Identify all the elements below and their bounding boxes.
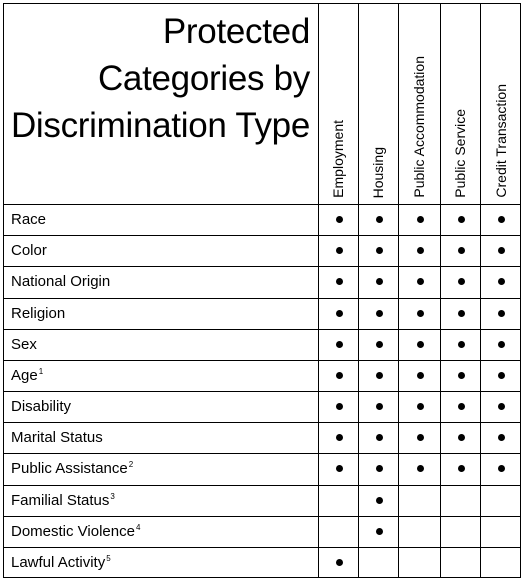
mark-dot (376, 465, 383, 472)
row-label-text: Lawful Activity (11, 553, 106, 571)
mark-dot (336, 403, 343, 410)
mark-dot (498, 341, 505, 348)
mark-dot (336, 434, 343, 441)
mark-dot (376, 341, 383, 348)
mark-dot (417, 278, 424, 285)
mark-dot (498, 310, 505, 317)
column-header-label: Credit Transaction (492, 84, 509, 198)
mark-dot (376, 310, 383, 317)
row-label (11, 360, 43, 391)
row-label (11, 485, 115, 516)
mark-dot (376, 216, 383, 223)
mark-dot (376, 247, 383, 254)
row-label (11, 516, 140, 547)
column-header (398, 8, 440, 198)
mark-dot (376, 278, 383, 285)
row-label-text: Public Assistance (11, 460, 128, 478)
row-label (11, 266, 110, 297)
mark-dot (336, 278, 343, 285)
mark-dot (458, 341, 465, 348)
row-label (11, 391, 71, 422)
row-label (11, 422, 103, 453)
title-line: Categories by (97, 59, 310, 98)
row-label-text: Color (11, 242, 47, 260)
row-label-text: Race (11, 211, 47, 228)
row-label-text: National Origin (11, 273, 111, 291)
column-header (318, 8, 358, 198)
row-label (11, 547, 111, 578)
column-header-label: Housing (370, 146, 386, 198)
footnote-marker: 1 (38, 366, 44, 376)
mark-dot (417, 465, 424, 472)
footnote-marker: 2 (128, 460, 134, 470)
row-label-text: Sex (11, 335, 37, 353)
mark-dot (376, 497, 383, 504)
row-label-text: Religion (11, 304, 66, 322)
row-label (11, 329, 37, 360)
column-header (440, 8, 480, 198)
mark-dot (336, 247, 343, 254)
mark-dot (417, 247, 424, 254)
title-line: Protected (162, 12, 310, 51)
mark-dot (417, 216, 424, 223)
mark-dot (458, 310, 465, 317)
mark-dot (376, 434, 383, 441)
title-line: Discrimination Type (10, 106, 310, 145)
mark-dot (336, 559, 343, 566)
mark-dot (376, 528, 383, 535)
mark-dot (417, 310, 424, 317)
column-header (480, 8, 521, 198)
table-title (8, 8, 310, 149)
column-header-label: Public Accommodation (411, 56, 427, 198)
footnote-marker: 5 (106, 553, 111, 563)
row-label (11, 235, 47, 266)
mark-dot (376, 403, 383, 410)
mark-dot (336, 465, 343, 472)
mark-dot (417, 403, 424, 410)
mark-dot (458, 372, 465, 379)
mark-dot (336, 216, 343, 223)
column-header-label: Employment (330, 120, 346, 198)
mark-dot (336, 341, 343, 348)
column-header-label: Public Service (452, 109, 468, 198)
footnote-marker: 3 (110, 491, 115, 501)
mark-dot (458, 247, 465, 254)
row-label-text: Age (11, 366, 38, 384)
mark-dot (417, 372, 424, 379)
mark-dot (336, 372, 343, 379)
mark-dot (417, 341, 424, 348)
mark-dot (336, 310, 343, 317)
mark-dot (458, 434, 465, 441)
row-label-text: Familial Status (11, 491, 110, 509)
row-label (11, 204, 46, 235)
column-header (358, 8, 398, 198)
row-label (11, 453, 133, 484)
footnote-marker: 4 (135, 522, 141, 532)
mark-dot (458, 216, 465, 223)
row-label-text: Domestic Violence (11, 522, 135, 540)
row-label (11, 298, 65, 329)
mark-dot (458, 278, 465, 285)
mark-dot (376, 372, 383, 379)
mark-dot (417, 434, 424, 441)
mark-dot (498, 372, 505, 379)
row-label-text: Marital Status (11, 429, 103, 447)
mark-dot (458, 465, 465, 472)
row-label-text: Disability (11, 398, 72, 415)
mark-dot (458, 403, 465, 410)
